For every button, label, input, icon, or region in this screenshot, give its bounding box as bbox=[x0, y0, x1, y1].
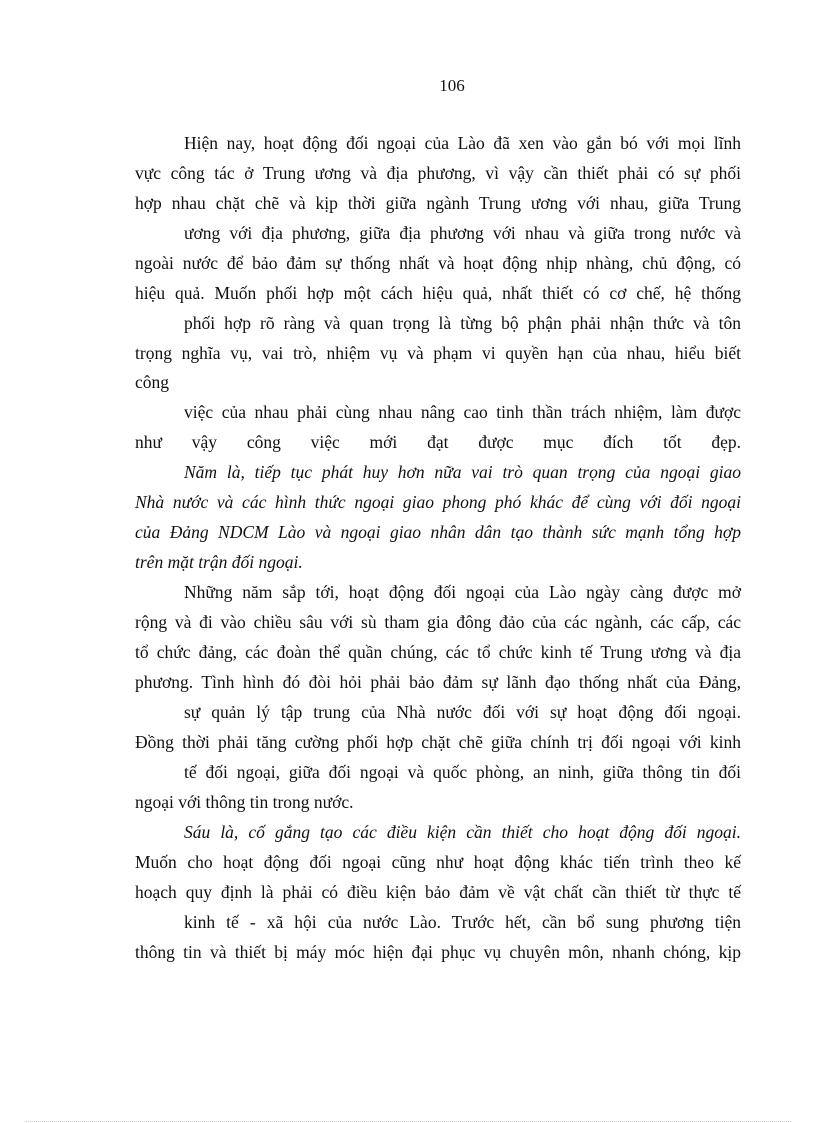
text-line-23: ngoại với thông tin trong nước. bbox=[135, 792, 354, 812]
text-line-17: rộng và đi vào chiều sâu với sù tham gia đông đảo của các ngành, các cấp, các bbox=[135, 612, 741, 632]
text-line-24 bbox=[135, 817, 741, 847]
text-line-12: Năm là, tiếp tục phát huy hơn nữa vai trò quan trọng của ngoại giao bbox=[184, 462, 741, 482]
page-number: 106 bbox=[439, 76, 465, 95]
text-line-26: hoạch quy định là phải có điều kiện bảo đảm về vật chất cần thiết từ thực tế bbox=[135, 882, 741, 902]
text-line-14: của Đảng NDCM Lào và ngoại giao nhân dân tạo thành sức mạnh tổng hợp bbox=[135, 522, 741, 542]
text-line-21: Đồng thời phải tăng cường phối hợp chặt chẽ giữa chính trị đối ngoại với kinh bbox=[135, 732, 741, 752]
text-line-10: việc của nhau phải cùng nhau nâng cao tinh thần trách nhiệm, làm được bbox=[184, 402, 741, 422]
text-line-18: tổ chức đảng, các đoàn thể quần chúng, các tổ chức kinh tế Trung ương và địa bbox=[135, 642, 741, 662]
text-line-8: trọng nghĩa vụ, vai trò, nhiệm vụ và phạm vi quyền hạn của nhau, hiểu biết bbox=[135, 343, 741, 363]
text-line-28: thông tin và thiết bị máy móc hiện đại phục vụ chuyên môn, nhanh chóng, kịp bbox=[135, 942, 741, 962]
text-line-25: Muốn cho hoạt động đối ngoại cũng như hoạt động khác tiến trình theo kế bbox=[135, 852, 741, 872]
text-line-2: vực công tác ở Trung ương và địa phương, vì vậy cần thiết phải có sự phối bbox=[135, 163, 741, 183]
text-line-4: ương với địa phương, giữa địa phương với nhau và giữa trong nước và bbox=[184, 223, 741, 243]
text-line-5: ngoài nước để bảo đảm sự thống nhất và hoạt động nhịp nhàng, chủ động, có bbox=[135, 253, 741, 273]
text-line-13: Nhà nước và các hình thức ngoại giao phong phó khác để cùng với đối ngoại bbox=[135, 492, 741, 512]
bottom-divider bbox=[25, 1121, 791, 1122]
italic-run: Sáu là, cố gắng tạo các điều kiện cần thiết cho hoạt động đối ngoại. bbox=[184, 822, 741, 842]
text-line-20: sự quản lý tập trung của Nhà nước đối với sự hoạt động đối ngoại. bbox=[184, 702, 741, 722]
text-line-7: phối hợp rõ ràng và quan trọng là từng bộ phận phải nhận thức và tôn bbox=[184, 313, 741, 333]
text-line-9: công bbox=[135, 372, 170, 392]
text-line-1: Hiện nay, hoạt động đối ngoại của Lào đã xen vào gắn bó với mọi lĩnh bbox=[184, 133, 741, 153]
text-line-6: hiệu quả. Muốn phối hợp một cách hiệu quả, nhất thiết có cơ chế, hệ thống bbox=[135, 283, 741, 303]
text-line-19: phương. Tình hình đó đòi hỏi phải bảo đảm sự lãnh đạo thống nhất của Đảng, bbox=[135, 672, 741, 692]
text-line-22: tế đối ngoại, giữa đối ngoại và quốc phòng, an ninh, giữa thông tin đối bbox=[184, 762, 741, 782]
text-line-11: như vậy công việc mới đạt được mục đích tốt đẹp. bbox=[135, 432, 741, 452]
text-line-27: kinh tế - xã hội của nước Lào. Trước hết, cần bổ sung phương tiện bbox=[184, 912, 741, 932]
text-line-3: hợp nhau chặt chẽ và kịp thời giữa ngành Trung ương với nhau, giữa Trung bbox=[135, 193, 741, 213]
body-text bbox=[135, 128, 741, 967]
text-line-15: trên mặt trận đối ngoại. bbox=[135, 552, 303, 572]
text-line-16: Những năm sắp tới, hoạt động đối ngoại của Lào ngày càng được mở bbox=[184, 582, 741, 602]
